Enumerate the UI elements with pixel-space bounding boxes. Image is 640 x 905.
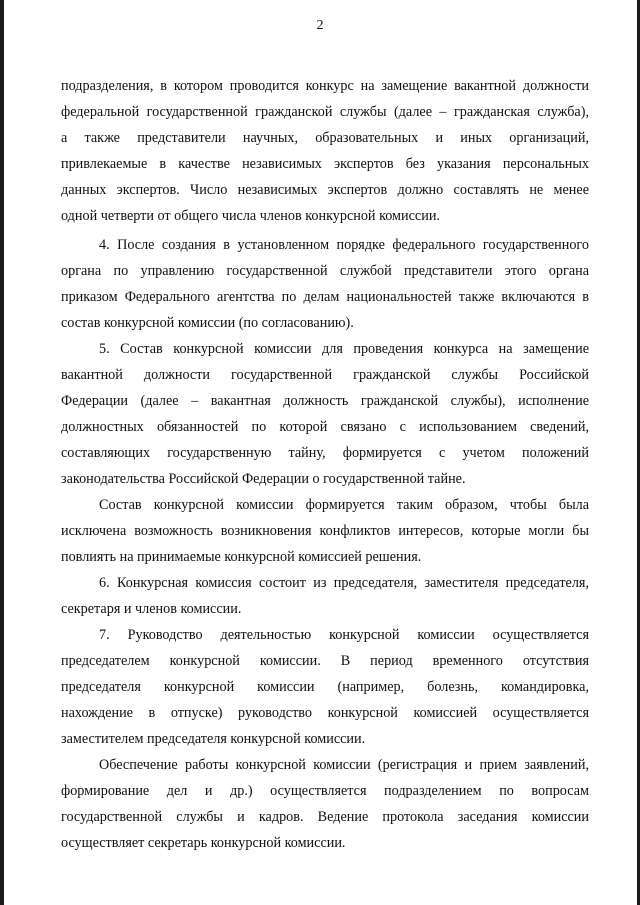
- text-line: составляющих государственную тайну, формируется с учетом положений: [61, 445, 589, 461]
- text-line: 6. Конкурсная комиссия состоит из председателя, заместителя председателя,: [99, 575, 589, 591]
- text-line: а также представители научных, образовательных и иных организаций,: [61, 130, 589, 146]
- text-line: вакантной должности государственной гражданской службы Российской: [61, 367, 589, 383]
- text-line: данных экспертов. Число независимых экспертов должно составлять не менее: [61, 182, 589, 198]
- text-line: состав конкурсной комиссии (по согласованию).: [61, 315, 354, 331]
- text-line: привлекаемые в качестве независимых экспертов без указания персональных: [61, 156, 589, 172]
- text-line: заместителем председателя конкурсной комиссии.: [61, 731, 366, 747]
- text-line: государственной службы и кадров. Ведение протокола заседания комиссии: [61, 809, 589, 825]
- text-line: Состав конкурсной комиссии формируется таким образом, чтобы была: [99, 497, 589, 513]
- text-line: 4. После создания в установленном порядке федерального государственного: [99, 237, 589, 253]
- text-line: Обеспечение работы конкурсной комиссии (регистрация и прием заявлений,: [99, 757, 589, 773]
- text-line: председателем конкурсной комиссии. В период временного отсутствия: [61, 653, 589, 669]
- text-line: секретаря и членов комиссии.: [61, 601, 242, 617]
- text-line: законодательства Российской Федерации о государственной тайне.: [61, 471, 466, 487]
- text-line: подразделения, в котором проводится конкурс на замещение вакантной должности: [61, 78, 589, 94]
- text-line: Федерации (далее – вакантная должность гражданской службы), исполнение: [61, 393, 589, 409]
- text-line: повлиять на принимаемые конкурсной комиссией решения.: [61, 549, 422, 565]
- text-line: приказом Федерального агентства по делам национальностей также включаются в: [61, 289, 589, 305]
- text-line: нахождение в отпуске) руководство конкурсной комиссией осуществляется: [61, 705, 589, 721]
- page-number: 2: [316, 18, 324, 33]
- text-line: должностных обязанностей по которой связано с использованием сведений,: [61, 419, 589, 435]
- text-line: исключена возможность возникновения конфликтов интересов, которые могли бы: [61, 523, 589, 539]
- text-line: 7. Руководство деятельностью конкурсной комиссии осуществляется: [99, 627, 589, 643]
- text-line: формирование дел и др.) осуществляется подразделением по вопросам: [61, 783, 589, 799]
- text-line: органа по управлению государственной службой представители этого органа: [61, 263, 589, 279]
- scan-edge-left: [0, 0, 4, 905]
- text-line: 5. Состав конкурсной комиссии для проведения конкурса на замещение: [99, 341, 589, 357]
- text-line: председателя конкурсной комиссии (например, болезнь, командировка,: [61, 679, 589, 695]
- text-line: одной четверти от общего числа членов конкурсной комиссии.: [61, 208, 440, 224]
- text-line: федеральной государственной гражданской службы (далее – гражданская служба),: [61, 104, 589, 120]
- text-line: осуществляет секретарь конкурсной комиссии.: [61, 835, 346, 851]
